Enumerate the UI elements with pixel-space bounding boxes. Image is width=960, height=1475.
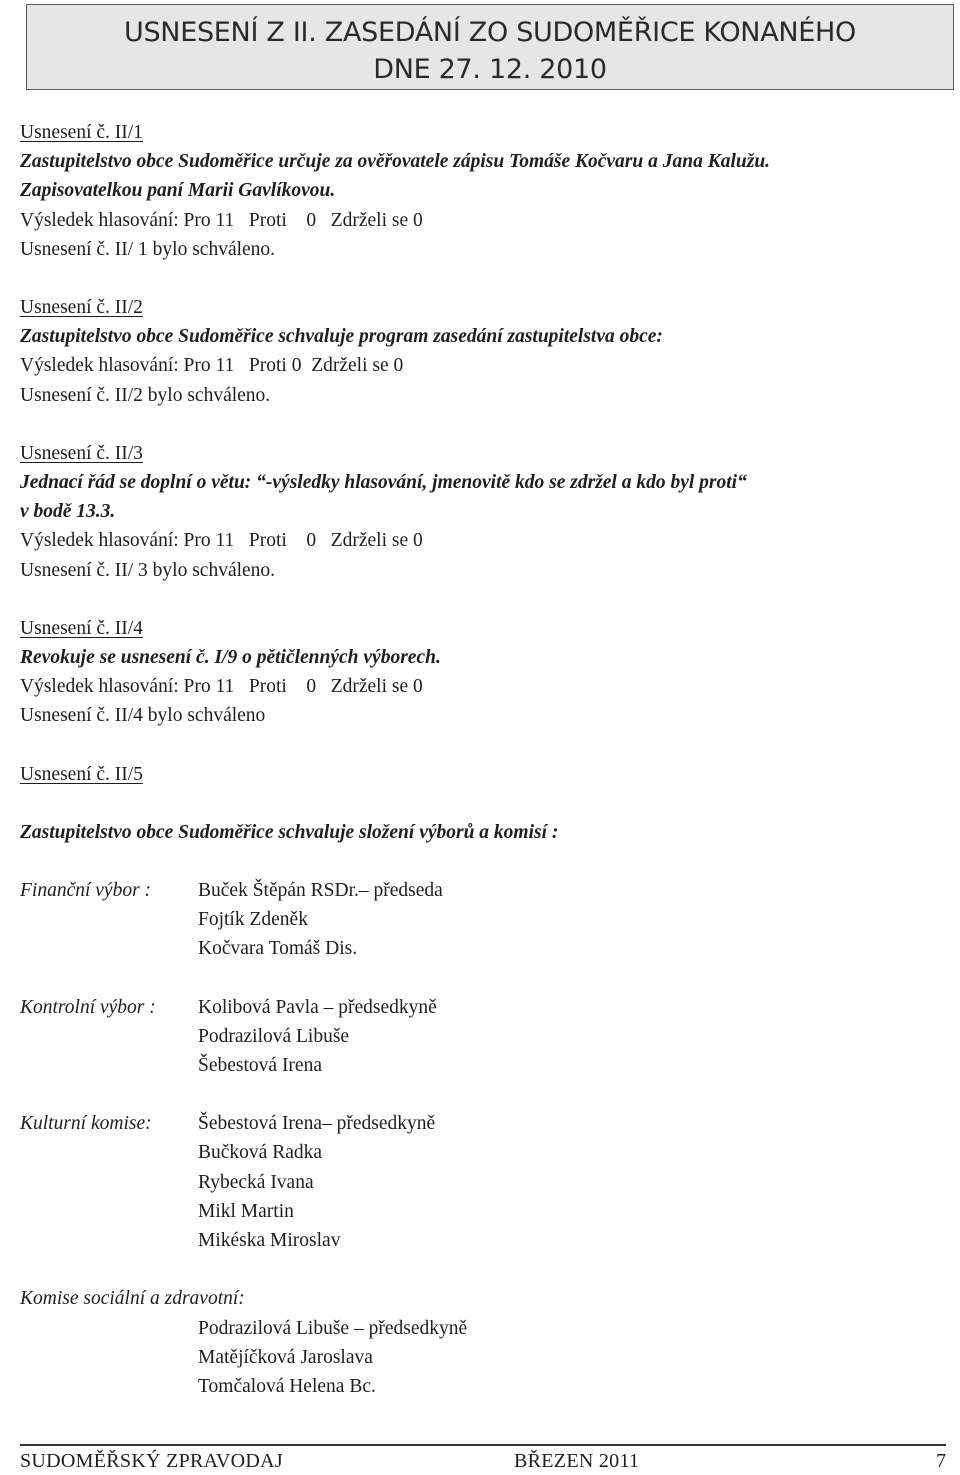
issue-date: BŘEZEN 2011 (514, 1450, 640, 1472)
page-title: USNESENÍ Z II. ZASEDÁNÍ ZO SUDOMĚŘICE KONANÉHO (124, 17, 856, 48)
committee-label: Kontrolní výbor : (20, 996, 156, 1018)
committee-members (198, 876, 443, 964)
resolution-text: Jednací řád se doplní o větu: “-výsledky hlasování, jmenovitě kdo se zdržel a kdo byl proti“ (20, 472, 747, 494)
committee-member: Rybecká Ivana (198, 1171, 314, 1193)
vote-result: Výsledek hlasování: Pro 11 Proti 0 Zdrželi se 0 (20, 530, 423, 552)
committee-member: Bučková Radka (198, 1142, 323, 1164)
committee-member: Podrazilová Libuše (198, 1025, 350, 1047)
committee-member: Podrazilová Libuše – předsedkyně (198, 1317, 468, 1339)
vote-result: Výsledek hlasování: Pro 11 Proti 0 Zdrželi se 0 (20, 676, 423, 698)
resolution-title: Usnesení č. II/4 (20, 617, 143, 639)
committee-member: Tomčalová Helena Bc. (198, 1375, 376, 1397)
page-title-date: DNE 27. 12. 2010 (373, 54, 607, 85)
resolution-text: Revokuje se usnesení č. I/9 o pětičlenných výborech. (20, 647, 441, 669)
committee-member: Kolibová Pavla – předsedkyně (198, 996, 437, 1018)
page-number: 7 (936, 1450, 946, 1472)
committee-culture (20, 1109, 940, 1255)
committee-member: Fojtík Zdeněk (198, 909, 308, 931)
resolution-text: Zastupitelstvo obce Sudoměřice schvaluje složení výborů a komisí : (20, 821, 559, 843)
resolution-status: Usnesení č. II/4 bylo schváleno (20, 705, 266, 727)
committee-label: Finanční výbor : (20, 880, 152, 902)
resolution-status: Usnesení č. II/ 1 bylo schváleno. (20, 238, 276, 260)
committee-social (20, 1284, 940, 1401)
vote-result: Výsledek hlasování: Pro 11 Proti 0 Zdrželi se 0 (20, 355, 404, 377)
resolution-title: Usnesení č. II/5 (20, 763, 143, 785)
vote-result: Výsledek hlasování: Pro 11 Proti 0 Zdrželi se 0 (20, 209, 423, 231)
resolution-text: Zapisovatelkou paní Marii Gavlíkovou. (20, 180, 336, 202)
publication-name: SUDOMĚŘSKÝ ZPRAVODAJ (20, 1450, 283, 1472)
committee-label: Komise sociální a zdravotní: (20, 1288, 245, 1310)
resolution-title: Usnesení č. II/3 (20, 442, 143, 464)
resolution-text: Zastupitelstvo obce Sudoměřice schvaluje program zasedání zastupitelstva obce: (20, 326, 663, 348)
resolution-title: Usnesení č. II/1 (20, 122, 143, 143)
committee-members (198, 1314, 940, 1402)
committee-member: Šebestová Irena– předsedkyně (198, 1113, 436, 1135)
footer-divider (20, 1444, 946, 1446)
resolution-status: Usnesení č. II/2 bylo schváleno. (20, 384, 271, 406)
document-body (20, 118, 940, 1401)
resolution-block (20, 614, 940, 731)
resolution-title: Usnesení č. II/2 (20, 297, 143, 319)
committee-control (20, 993, 940, 1081)
committee-members (198, 1109, 435, 1255)
resolution-block (20, 760, 940, 847)
resolution-text: Zastupitelstvo obce Sudoměřice určuje za ověřovatele zápisu Tomáše Kočvaru a Jana Kalužu. (20, 151, 771, 173)
committee-member: Buček Štěpán RSDr.– předseda (198, 880, 443, 902)
committee-member: Mikéska Miroslav (198, 1230, 341, 1252)
resolution-text: v bodě 13.3. (20, 501, 116, 523)
committee-member: Šebestová Irena (198, 1055, 322, 1077)
committee-members (198, 993, 437, 1081)
resolution-status: Usnesení č. II/ 3 bylo schváleno. (20, 559, 276, 581)
committee-member: Kočvara Tomáš Dis. (198, 938, 358, 960)
committee-member: Mikl Martin (198, 1200, 294, 1222)
header-box (26, 4, 954, 90)
resolution-block (20, 118, 940, 264)
committee-financial (20, 876, 940, 964)
resolution-block (20, 293, 940, 410)
committee-member: Matějíčková Jaroslava (198, 1346, 373, 1368)
resolution-block (20, 439, 940, 585)
committee-label: Kulturní komise: (20, 1113, 152, 1135)
